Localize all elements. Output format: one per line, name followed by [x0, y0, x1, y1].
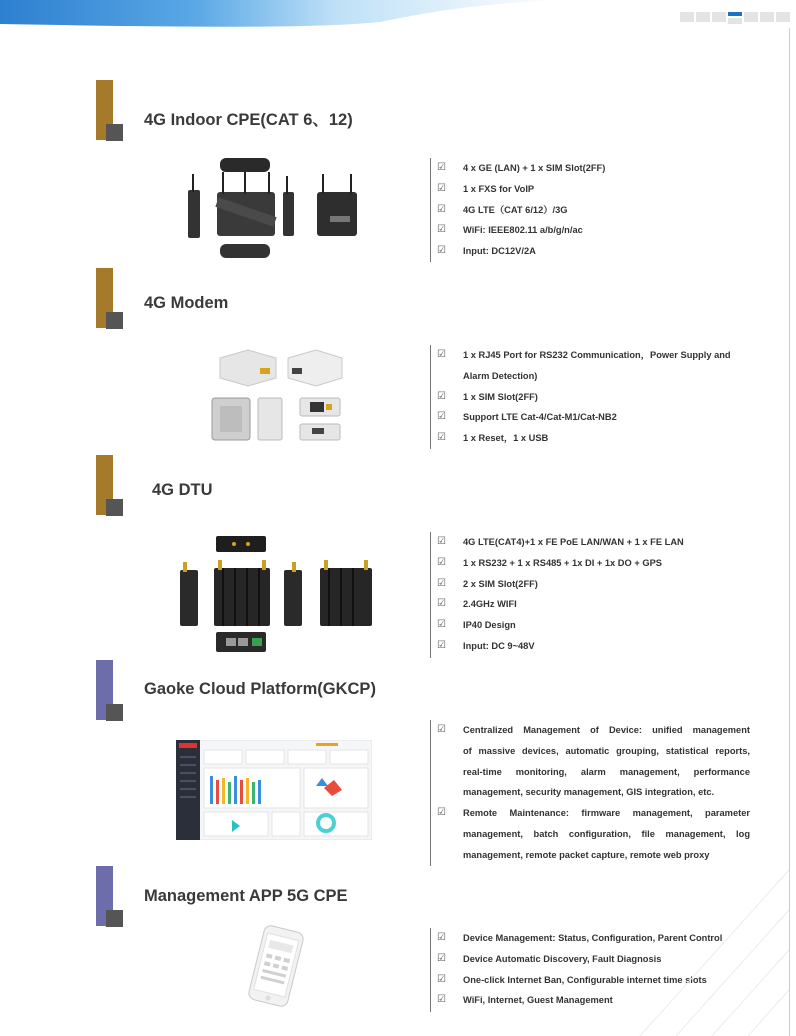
top-decoration-squares [680, 12, 790, 24]
section-marker [96, 268, 126, 338]
checkbox-icon: ☑ [437, 556, 446, 568]
checkbox-icon: ☑ [437, 349, 446, 360]
checkbox-icon: ☑ [437, 807, 446, 819]
feature-item: ☑ 1 x Reset，1 x USB [437, 428, 750, 449]
checkbox-icon: ☑ [437, 390, 446, 402]
feature-item: ☑ 4G LTE(CAT4)+1 x FE PoE LAN/WAN + 1 x FE LAN [437, 532, 750, 553]
feature-item: ☑ WiFi, Internet, Guest Management [437, 990, 750, 1011]
feature-item: ☑ Input: DC12V/2A [437, 241, 750, 262]
section-title-cloud-platform: Gaoke Cloud Platform(GKCP) [144, 680, 376, 698]
checkbox-icon: ☑ [437, 432, 446, 444]
checkbox-icon: ☑ [437, 411, 446, 423]
feature-item: ☑ 1 x RS232 + 1 x RS485 + 1x DI + 1x DO + GPS [437, 553, 750, 574]
feature-item: ☑ IP40 Design [437, 615, 750, 636]
feature-item: ☑ Support LTE Cat-4/Cat-M1/Cat-NB2 [437, 407, 750, 428]
feature-item: ☑ 1 x RJ45 Port for RS232 Communication，Power Supply and Alarm Detection) [437, 345, 750, 387]
section-marker [96, 455, 126, 525]
page-edge-line [789, 28, 790, 1036]
feature-item: ☑ 4 x GE (LAN) + 1 x SIM Slot(2FF) [437, 158, 750, 179]
feature-list-indoor-cpe [430, 158, 750, 262]
checkbox-icon: ☑ [437, 639, 446, 651]
feature-item: ☑ Device Management: Status, Configuration, Parent Control [437, 928, 750, 949]
section-marker [96, 80, 126, 150]
cloud-platform-dashboard-image [176, 740, 372, 840]
feature-item: ☑ 2 x SIM Slot(2FF) [437, 574, 750, 595]
feature-list-dtu [430, 532, 750, 658]
feature-item: ☑ WiFi: IEEE802.11 a/b/g/n/ac [437, 220, 750, 241]
feature-item: ☑ Remote Maintenance: firmware management, parameter management, batch configuration, file management, log management, remote packet capture, remote web proxy [437, 803, 750, 865]
checkbox-icon: ☑ [437, 973, 446, 985]
section-marker [96, 866, 126, 936]
decorative-diagonal-lines [600, 850, 789, 1036]
checkbox-icon: ☑ [437, 162, 446, 173]
checkbox-icon: ☑ [437, 577, 446, 589]
feature-item: ☑ 2.4GHz WIFI [437, 594, 750, 615]
checkbox-icon: ☑ [437, 994, 446, 1006]
feature-item: ☑ Centralized Management of Device: unified management of massive devices, automatic grouping, statistical reports, real-time monitoring, alarm management, performance management, security management, GIS integration, etc. [437, 720, 750, 803]
checkbox-icon: ☑ [437, 203, 446, 215]
feature-item: ☑ 1 x FXS for VoIP [437, 179, 750, 200]
dtu-product-image [176, 532, 376, 654]
section-marker [96, 660, 126, 730]
management-app-phone-image [240, 924, 312, 1008]
checkbox-icon: ☑ [437, 536, 446, 547]
section-title-management-app: Management APP 5G CPE [144, 887, 348, 905]
feature-item: ☑ 1 x SIM Slot(2FF) [437, 387, 750, 408]
checkbox-icon: ☑ [437, 619, 446, 631]
section-title-dtu: 4G DTU [152, 481, 213, 499]
feature-item: ☑ 4G LTE（CAT 6/12）/3G [437, 200, 750, 221]
checkbox-icon: ☑ [437, 245, 446, 257]
section-title-modem: 4G Modem [144, 294, 229, 312]
checkbox-icon: ☑ [437, 224, 446, 236]
feature-item: ☑ One-click Internet Ban, Configurable internet time slots [437, 970, 750, 991]
feature-item: ☑ Input: DC 9~48V [437, 636, 750, 657]
indoor-cpe-product-image [180, 152, 360, 264]
feature-list-cloud-platform [430, 720, 750, 866]
checkbox-icon: ☑ [437, 182, 446, 194]
checkbox-icon: ☑ [437, 724, 446, 735]
checkbox-icon: ☑ [437, 932, 446, 943]
checkbox-icon: ☑ [437, 952, 446, 964]
top-banner-wave [0, 0, 796, 30]
modem-product-image [208, 346, 348, 442]
section-title-indoor-cpe: 4G Indoor CPE(CAT 6、12) [144, 111, 353, 129]
feature-item: ☑ Device Automatic Discovery, Fault Diagnosis [437, 949, 750, 970]
feature-list-modem [430, 345, 750, 449]
checkbox-icon: ☑ [437, 598, 446, 610]
